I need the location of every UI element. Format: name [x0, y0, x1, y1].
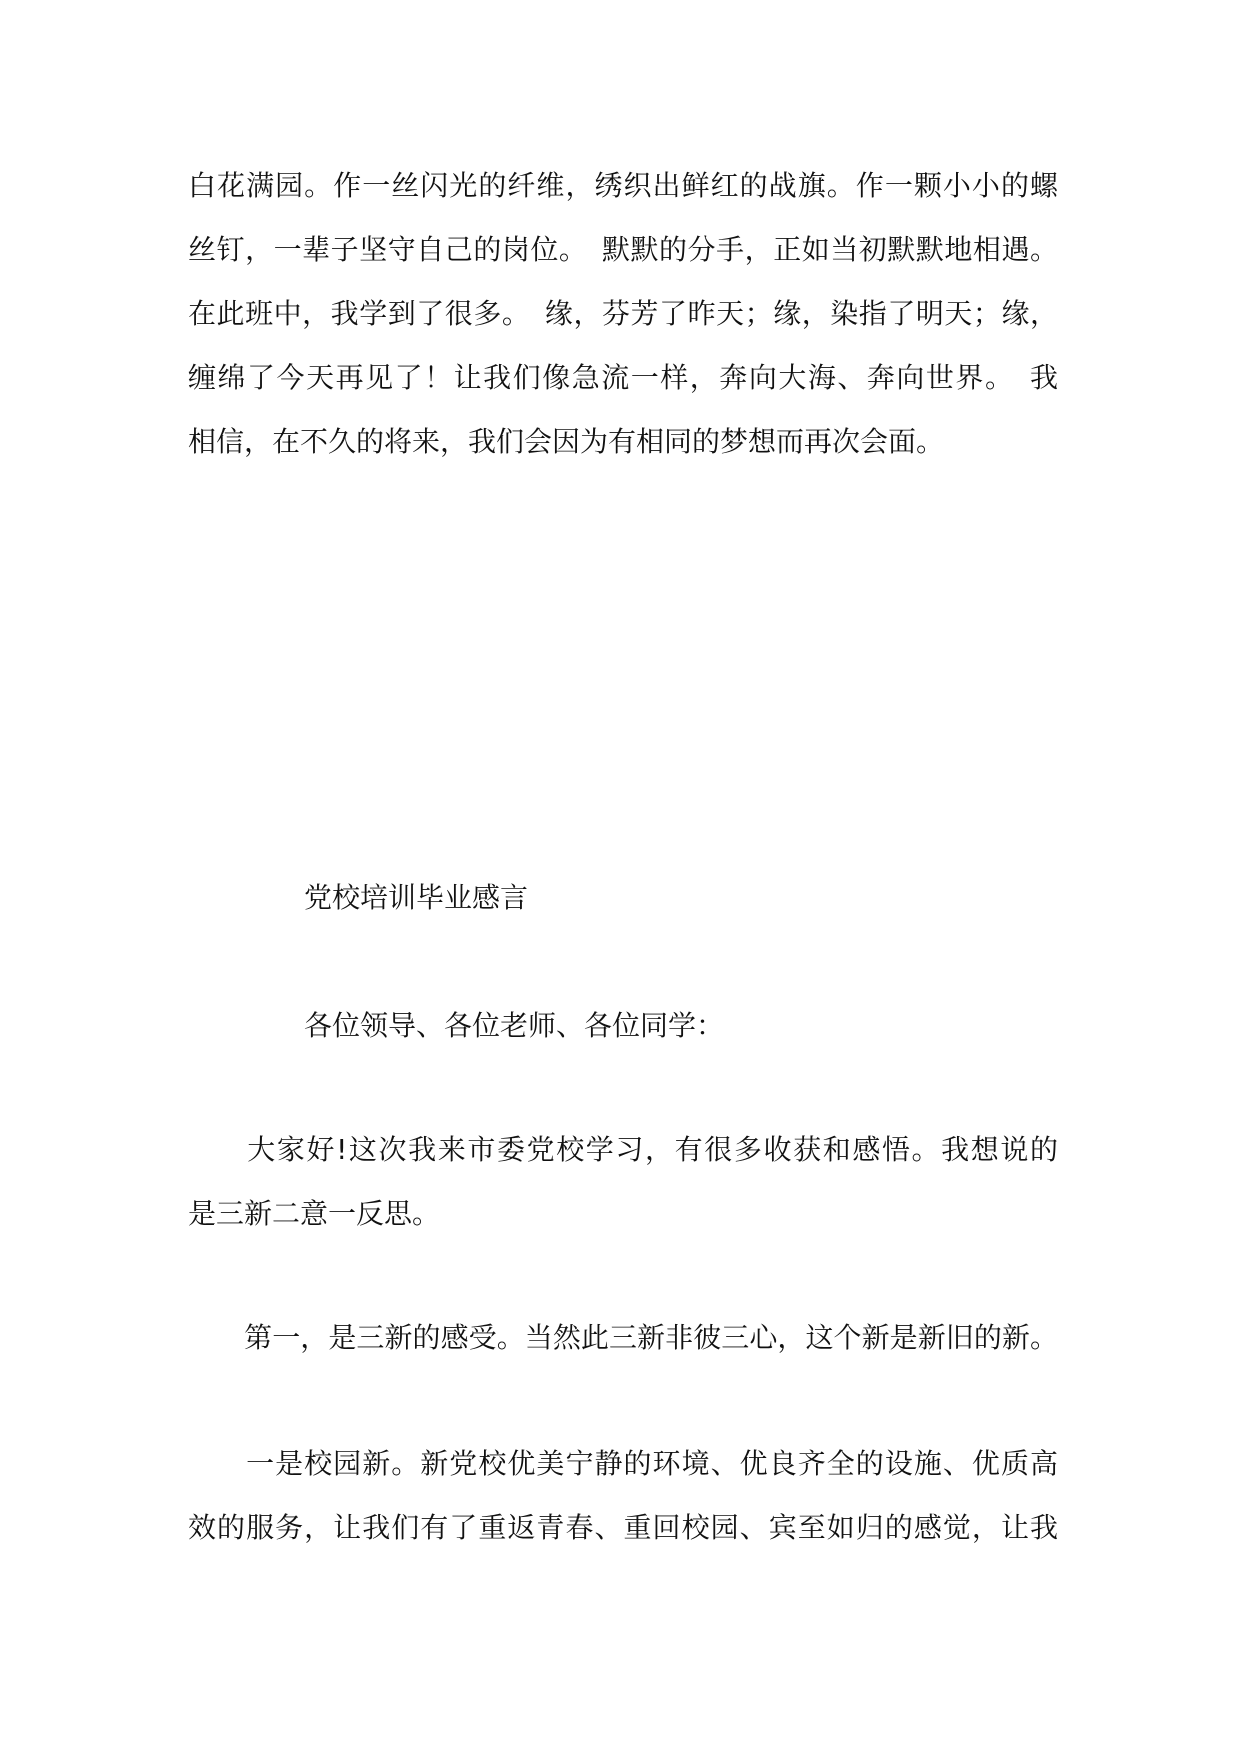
salutation: 各位领导、各位老师、各位同学： — [304, 1009, 725, 1042]
paragraph-line: 第一，是三新的感受。当然此三新非彼三心，这个新是新旧的新。 — [188, 1321, 1058, 1354]
paragraph-line: 白花满园。作一丝闪光的纤维，绣织出鲜红的战旗。作一颗小小的螺 — [188, 169, 1058, 202]
paragraph-line: 缠绵了今天再见了！让我们像急流一样，奔向大海、奔向世界。 我 — [188, 361, 1058, 394]
paragraph-line: 大家好!这次我来市委党校学习，有很多收获和感悟。我想说的 — [188, 1133, 1058, 1166]
paragraph-line: 在此班中，我学到了很多。 缘，芬芳了昨天；缘，染指了明天；缘， — [188, 297, 1058, 330]
paragraph-line: 是三新二意一反思。 — [188, 1197, 441, 1230]
paragraph-line: 效的服务，让我们有了重返青春、重回校园、宾至如归的感觉，让我 — [188, 1511, 1058, 1544]
paragraph-line: 相信，在不久的将来，我们会因为有相同的梦想而再次会面。 — [188, 425, 945, 458]
paragraph-line: 一是校园新。新党校优美宁静的环境、优良齐全的设施、优质高 — [188, 1447, 1058, 1480]
article-title: 党校培训毕业感言 — [304, 881, 529, 914]
paragraph-line: 丝钉，一辈子坚守自己的岗位。 默默的分手，正如当初默默地相遇。 — [188, 233, 1058, 266]
